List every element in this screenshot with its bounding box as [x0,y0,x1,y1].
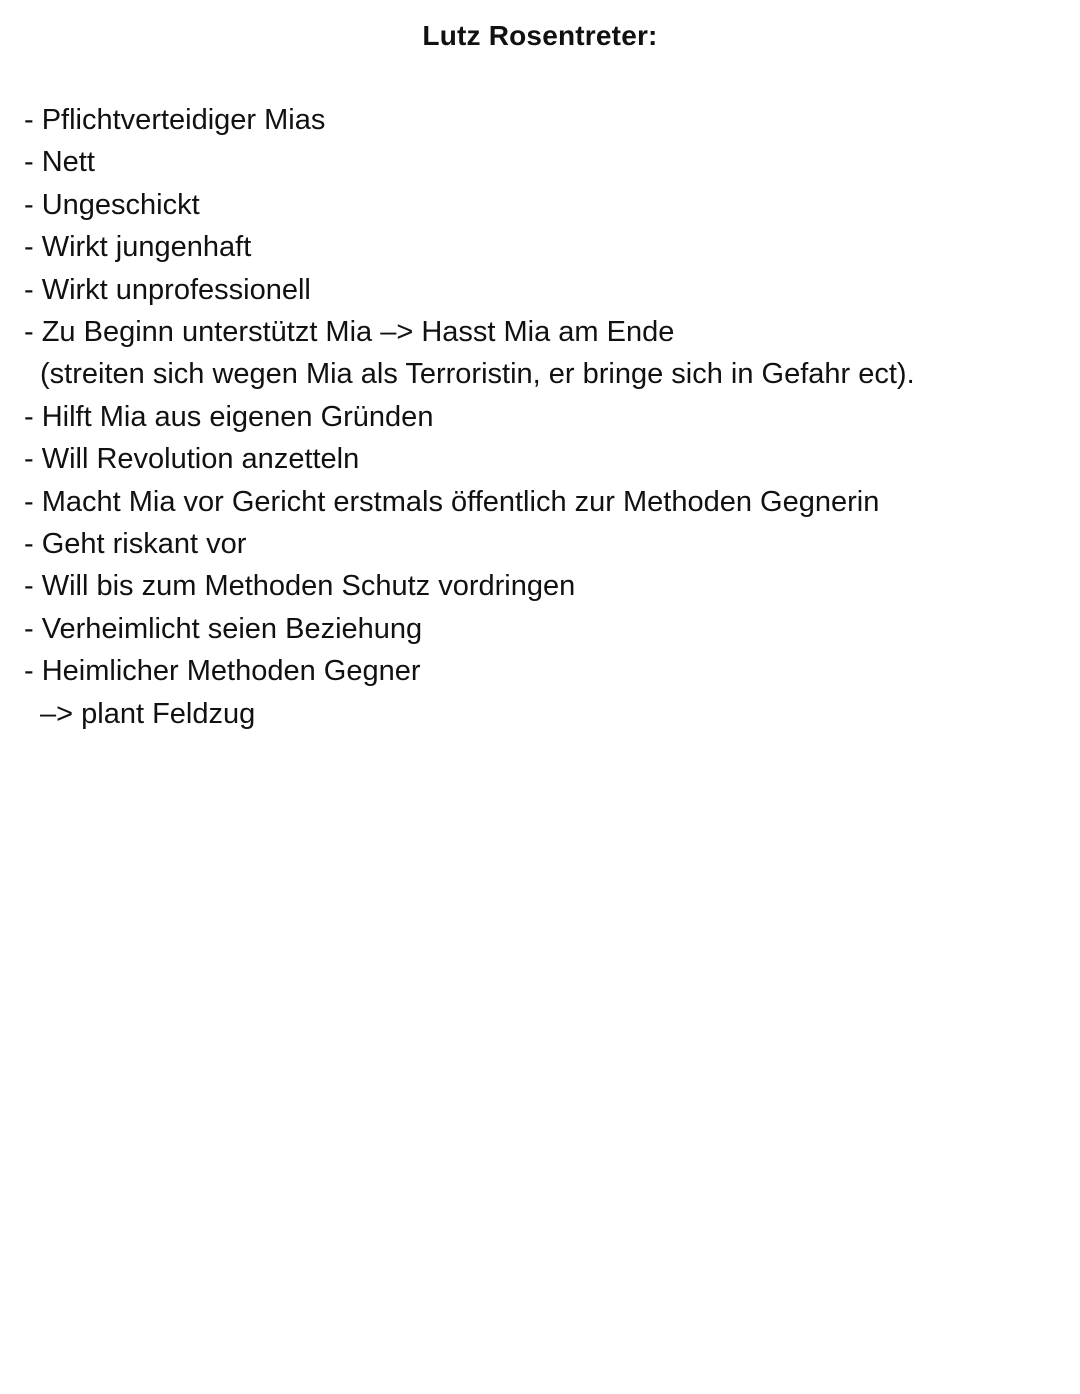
list-item: - Pflichtverteidiger Mias [24,104,326,136]
list-item-continuation: –> plant Feldzug [40,697,256,730]
list-item: - Macht Mia vor Gericht erstmals öffentlich zur Methoden Gegnerin [24,485,880,518]
notes-list [24,99,1064,735]
list-item: - Will Revolution anzetteln [24,443,360,476]
page-title: Lutz Rosentreter: [422,20,658,51]
list-item: - Verheimlicht seien Beziehung [24,612,423,645]
list-item: - Ungeschickt [24,188,200,221]
list-item: - Hilft Mia aus eigenen Gründen [24,400,434,433]
list-item-continuation: (streiten sich wegen Mia als Terroristin, er bringe sich in Gefahr ect). [40,358,915,391]
list-item: - Will bis zum Methoden Schutz vordringen [24,570,576,603]
list-item: - Heimlicher Methoden Gegner [24,655,421,688]
list-item: - Nett [24,146,95,179]
list-item: - Geht riskant vor [24,528,247,561]
list-item: - Zu Beginn unterstützt Mia –> Hasst Mia am Ende [24,316,675,349]
list-item: - Wirkt jungenhaft [24,231,252,264]
list-item: - Wirkt unprofessionell [24,273,311,306]
